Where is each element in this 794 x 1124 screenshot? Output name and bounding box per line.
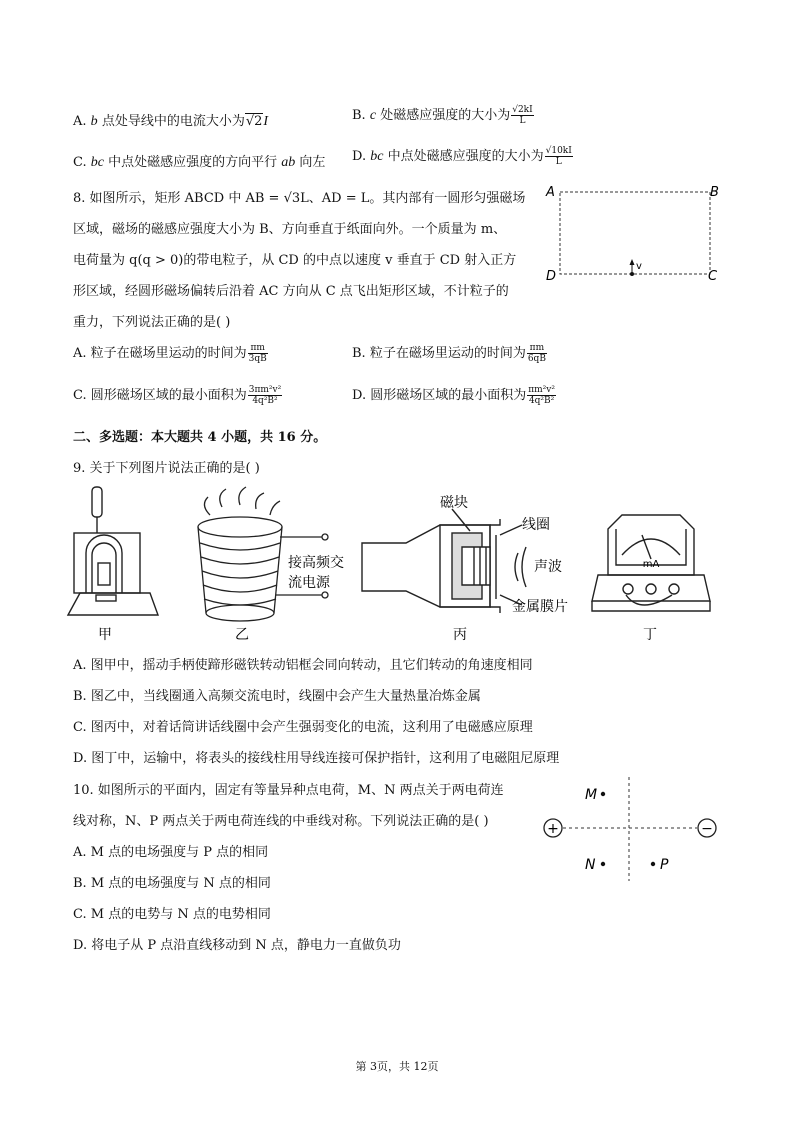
q8-line-4: 形区域，经圆形磁场偏转后沿着 AC 方向从 C 点飞出矩形区域，不计粒子的 [73, 284, 509, 299]
q7-option-d: D. bc 中点处磁感应强度的大小为 $\frac{√10kI}{L}$ [352, 146, 572, 167]
q8-line-2: 区域，磁场的磁感应强度大小为 B、方向垂直于纸面向外。一个质量为 m、 [73, 222, 507, 237]
q8-option-c: C. 圆形磁场区域的最小面积为 $\frac{\text{3πm²v²}}{\text{4q²B²}}$ [73, 385, 282, 406]
q8-label-c: C [708, 269, 718, 284]
q9-option-c: C. 图丙中，对着话筒讲话线圈中会产生强弱变化的电流，这利用了电磁感应原理 [73, 720, 533, 735]
q10-option-a: A. M 点的电场强度与 P 点的相同 [73, 845, 269, 860]
q8-rectangle-figure [540, 180, 730, 285]
q8-option-b: B. 粒子在磁场里运动的时间为 $\frac{\pi m}{6qB}$ [352, 343, 546, 364]
figure-jia [68, 487, 158, 615]
q8-label-b: B [710, 185, 719, 200]
q9-stem: 9. 关于下列图片说法正确的是( ) [73, 461, 260, 476]
label-xianquan: 线圈 [522, 517, 550, 533]
q8-line-5: 重力，下列说法正确的是( ) [73, 315, 231, 330]
minus-sign: − [701, 821, 713, 837]
label-jinshu: 金属膜片 [512, 599, 568, 615]
q9-option-a: A. 图甲中，摇动手柄使蹄形磁铁转动铝框会同向转动，且它们转动的角速度相同 [73, 658, 533, 673]
figure-bing [362, 509, 526, 613]
label-hf2: 流电源 [288, 575, 330, 591]
q8-line-1: 8. 如图所示，矩形 ABCD 中 AB = √3L、AD = L。其内部有一圆形匀强磁场 [73, 191, 526, 206]
q7-option-c: C. bc 中点处磁感应强度的方向平行 ab 向左 [73, 155, 326, 170]
section-heading: 二、多选题：本大题共 4 小题，共 16 分。 [73, 430, 327, 445]
q10-line-1: 10. 如图所示的平面内，固定有等量异种点电荷，M、N 两点关于两电荷连 [73, 783, 504, 798]
label-ma: mA [642, 559, 660, 570]
q8-label-d: D [546, 269, 557, 284]
q9-option-b: B. 图乙中，当线圈通入高频交流电时，线圈中会产生大量热量冶炼金属 [73, 689, 481, 704]
q10-line-2: 线对称，N、P 两点关于两电荷连线的中垂线对称。下列说法正确的是( ) [73, 814, 489, 829]
q7-option-a: A. b 点处导线中的电流大小为√2I [73, 114, 269, 129]
q8-option-a: A. 粒子在磁场里运动的时间为 $\frac{\pi m}{3qB}$ [73, 343, 267, 364]
q10-charge-figure [535, 775, 725, 885]
figure-yi [198, 487, 328, 621]
plus-sign: + [547, 821, 559, 837]
label-ding: 丁 [643, 627, 657, 643]
label-yi: 乙 [235, 627, 249, 643]
q8-option-d: D. 圆形磁场区域的最小面积为 $\frac{\text{πm²v²}}{\text{4q²B²}}$ [352, 385, 555, 406]
q7-option-b: B. c 处磁感应强度的大小为 $\frac{√2kI}{L}$ [352, 105, 533, 126]
q8-label-a: A [546, 185, 555, 200]
label-cikuai: 磁块 [440, 495, 468, 511]
label-m: M [585, 787, 598, 803]
page-footer: 第 3页，共 12页 [355, 1060, 439, 1073]
label-p: P [660, 857, 669, 873]
q8-label-v: v [636, 261, 642, 272]
q9-option-d: D. 图丁中，运输中，将表头的接线柱用导线连接可保护指针，这利用了电磁阻尼原理 [73, 751, 560, 766]
q10-option-c: C. M 点的电势与 N 点的电势相同 [73, 907, 271, 922]
q8-line-3: 电荷量为 q(q > 0)的带电粒子，从 CD 的中点以速度 v 垂直于 CD 射入正方 [73, 253, 517, 268]
q10-option-b: B. M 点的电场强度与 N 点的相同 [73, 876, 271, 891]
q10-option-d: D. 将电子从 P 点沿直线移动到 N 点，静电力一直做负功 [73, 938, 401, 953]
label-n: N [585, 857, 596, 873]
label-shengbo: 声波 [534, 559, 562, 575]
label-jia: 甲 [98, 627, 112, 643]
label-hf1: 接高频交 [288, 555, 344, 571]
q9-figures [60, 485, 750, 645]
label-bing: 丙 [453, 627, 467, 643]
